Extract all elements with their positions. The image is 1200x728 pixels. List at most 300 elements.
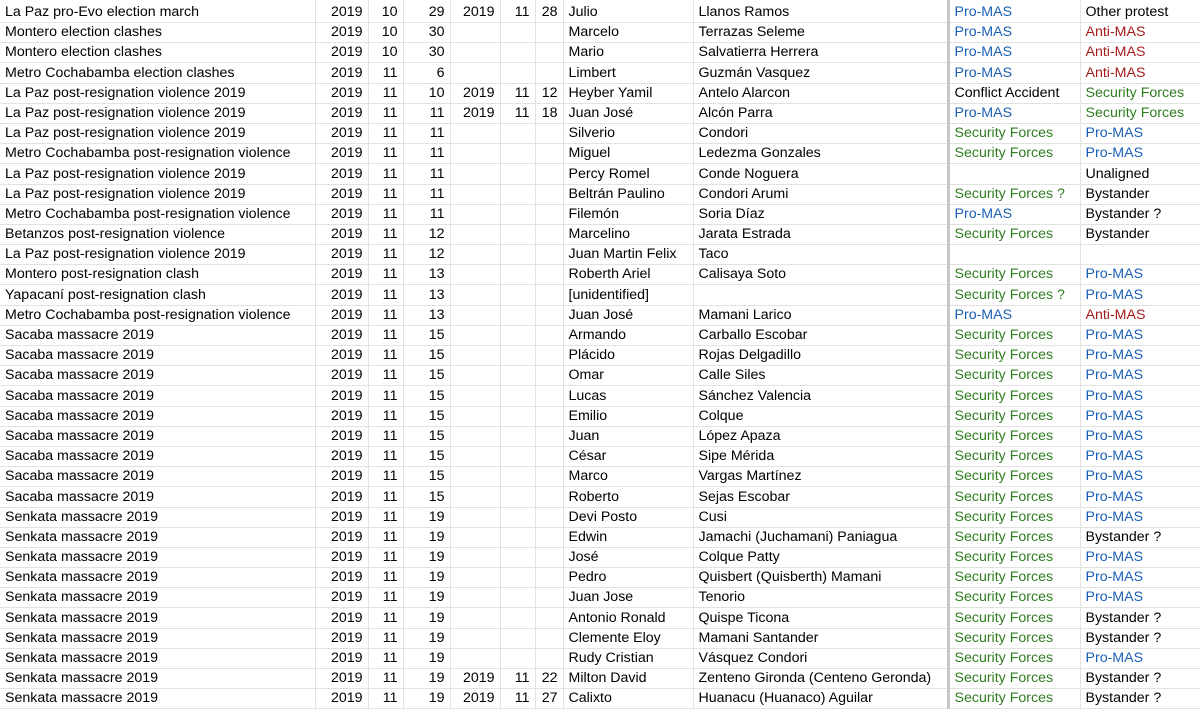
cell-death-month[interactable]: [500, 63, 535, 83]
cell-victim-affiliation[interactable]: Pro-MAS: [1080, 487, 1200, 507]
cell-last-name[interactable]: Quisbert (Quisberth) Mamani: [693, 568, 948, 588]
cell-start-year[interactable]: 2019: [315, 245, 368, 265]
cell-last-name[interactable]: Calisaya Soto: [693, 265, 948, 285]
cell-start-year[interactable]: 2019: [315, 487, 368, 507]
cell-death-month[interactable]: [500, 588, 535, 608]
cell-perpetrator-affiliation[interactable]: Security Forces: [948, 144, 1080, 164]
cell-death-year[interactable]: [450, 43, 500, 63]
cell-start-year[interactable]: 2019: [315, 547, 368, 567]
cell-last-name[interactable]: Sipe Mérida: [693, 446, 948, 466]
cell-start-month[interactable]: 11: [368, 224, 403, 244]
cell-start-year[interactable]: 2019: [315, 568, 368, 588]
cell-start-year[interactable]: 2019: [315, 325, 368, 345]
cell-event[interactable]: Sacaba massacre 2019: [0, 366, 315, 386]
cell-start-day[interactable]: 15: [403, 325, 450, 345]
cell-first-name[interactable]: Juan: [563, 426, 693, 446]
cell-start-day[interactable]: 12: [403, 245, 450, 265]
cell-first-name[interactable]: Juan Martin Felix: [563, 245, 693, 265]
cell-death-month[interactable]: [500, 144, 535, 164]
cell-start-year[interactable]: 2019: [315, 588, 368, 608]
cell-death-month[interactable]: [500, 184, 535, 204]
cell-start-day[interactable]: 30: [403, 23, 450, 43]
cell-death-year[interactable]: [450, 23, 500, 43]
cell-death-month[interactable]: 11: [500, 83, 535, 103]
cell-start-year[interactable]: 2019: [315, 628, 368, 648]
cell-event[interactable]: La Paz post-resignation violence 2019: [0, 103, 315, 123]
cell-death-day[interactable]: 18: [535, 103, 563, 123]
cell-start-year[interactable]: 2019: [315, 426, 368, 446]
cell-event[interactable]: Sacaba massacre 2019: [0, 325, 315, 345]
cell-first-name[interactable]: Mario: [563, 43, 693, 63]
cell-perpetrator-affiliation[interactable]: Security Forces: [948, 467, 1080, 487]
cell-last-name[interactable]: Salvatierra Herrera: [693, 43, 948, 63]
cell-perpetrator-affiliation[interactable]: Security Forces: [948, 507, 1080, 527]
cell-death-month[interactable]: [500, 547, 535, 567]
cell-event[interactable]: Senkata massacre 2019: [0, 689, 315, 709]
cell-start-month[interactable]: 11: [368, 164, 403, 184]
cell-death-year[interactable]: [450, 507, 500, 527]
cell-death-month[interactable]: [500, 386, 535, 406]
cell-start-day[interactable]: 12: [403, 224, 450, 244]
cell-event[interactable]: Sacaba massacre 2019: [0, 346, 315, 366]
cell-start-year[interactable]: 2019: [315, 23, 368, 43]
cell-victim-affiliation[interactable]: Bystander ?: [1080, 669, 1200, 689]
cell-victim-affiliation[interactable]: Pro-MAS: [1080, 648, 1200, 668]
cell-start-year[interactable]: 2019: [315, 184, 368, 204]
cell-victim-affiliation[interactable]: Pro-MAS: [1080, 507, 1200, 527]
cell-last-name[interactable]: Ledezma Gonzales: [693, 144, 948, 164]
cell-perpetrator-affiliation[interactable]: Security Forces: [948, 648, 1080, 668]
cell-last-name[interactable]: Conde Noguera: [693, 164, 948, 184]
cell-event[interactable]: Metro Cochabamba post-resignation violence: [0, 144, 315, 164]
cell-death-day[interactable]: [535, 164, 563, 184]
cell-first-name[interactable]: Percy Romel: [563, 164, 693, 184]
cell-victim-affiliation[interactable]: Anti-MAS: [1080, 63, 1200, 83]
cell-death-year[interactable]: [450, 144, 500, 164]
cell-victim-affiliation[interactable]: Pro-MAS: [1080, 467, 1200, 487]
cell-start-day[interactable]: 15: [403, 446, 450, 466]
cell-death-month[interactable]: [500, 507, 535, 527]
cell-first-name[interactable]: César: [563, 446, 693, 466]
cell-victim-affiliation[interactable]: Pro-MAS: [1080, 446, 1200, 466]
cell-death-month[interactable]: [500, 648, 535, 668]
cell-start-day[interactable]: 19: [403, 628, 450, 648]
cell-last-name[interactable]: Antelo Alarcon: [693, 83, 948, 103]
cell-start-month[interactable]: 11: [368, 204, 403, 224]
cell-death-month[interactable]: [500, 123, 535, 143]
cell-perpetrator-affiliation[interactable]: Security Forces: [948, 588, 1080, 608]
cell-event[interactable]: Senkata massacre 2019: [0, 507, 315, 527]
cell-start-day[interactable]: 19: [403, 588, 450, 608]
cell-perpetrator-affiliation[interactable]: Security Forces: [948, 346, 1080, 366]
cell-last-name[interactable]: Quispe Ticona: [693, 608, 948, 628]
cell-death-year[interactable]: [450, 285, 500, 305]
cell-death-month[interactable]: [500, 487, 535, 507]
cell-victim-affiliation[interactable]: Anti-MAS: [1080, 23, 1200, 43]
cell-victim-affiliation[interactable]: Pro-MAS: [1080, 123, 1200, 143]
cell-death-day[interactable]: [535, 23, 563, 43]
cell-death-day[interactable]: [535, 123, 563, 143]
cell-start-year[interactable]: 2019: [315, 144, 368, 164]
cell-death-day[interactable]: [535, 43, 563, 63]
cell-last-name[interactable]: Jarata Estrada: [693, 224, 948, 244]
cell-start-month[interactable]: 11: [368, 527, 403, 547]
cell-death-year[interactable]: [450, 164, 500, 184]
cell-start-year[interactable]: 2019: [315, 669, 368, 689]
cell-death-year[interactable]: 2019: [450, 0, 500, 23]
cell-first-name[interactable]: Julio: [563, 0, 693, 23]
cell-event[interactable]: Sacaba massacre 2019: [0, 426, 315, 446]
cell-start-month[interactable]: 11: [368, 123, 403, 143]
cell-death-year[interactable]: [450, 406, 500, 426]
cell-start-day[interactable]: 13: [403, 305, 450, 325]
cell-perpetrator-affiliation[interactable]: Security Forces: [948, 224, 1080, 244]
cell-start-month[interactable]: 11: [368, 386, 403, 406]
cell-victim-affiliation[interactable]: Pro-MAS: [1080, 588, 1200, 608]
cell-start-day[interactable]: 19: [403, 547, 450, 567]
cell-event[interactable]: Metro Cochabamba election clashes: [0, 63, 315, 83]
cell-event[interactable]: Sacaba massacre 2019: [0, 467, 315, 487]
cell-first-name[interactable]: Beltrán Paulino: [563, 184, 693, 204]
cell-first-name[interactable]: Edwin: [563, 527, 693, 547]
cell-event[interactable]: Senkata massacre 2019: [0, 648, 315, 668]
cell-death-day[interactable]: [535, 144, 563, 164]
cell-event[interactable]: Yapacaní post-resignation clash: [0, 285, 315, 305]
cell-victim-affiliation[interactable]: Other protest: [1080, 0, 1200, 23]
cell-event[interactable]: Sacaba massacre 2019: [0, 386, 315, 406]
cell-death-day[interactable]: [535, 265, 563, 285]
cell-death-year[interactable]: [450, 426, 500, 446]
cell-start-month[interactable]: 11: [368, 366, 403, 386]
cell-start-month[interactable]: 11: [368, 265, 403, 285]
cell-victim-affiliation[interactable]: Pro-MAS: [1080, 285, 1200, 305]
cell-last-name[interactable]: Cusi: [693, 507, 948, 527]
cell-start-month[interactable]: 11: [368, 83, 403, 103]
cell-first-name[interactable]: Roberth Ariel: [563, 265, 693, 285]
cell-victim-affiliation[interactable]: Pro-MAS: [1080, 426, 1200, 446]
cell-start-day[interactable]: 15: [403, 386, 450, 406]
cell-first-name[interactable]: Lucas: [563, 386, 693, 406]
cell-event[interactable]: La Paz post-resignation violence 2019: [0, 245, 315, 265]
cell-death-day[interactable]: [535, 588, 563, 608]
cell-perpetrator-affiliation[interactable]: Pro-MAS: [948, 204, 1080, 224]
cell-last-name[interactable]: [693, 285, 948, 305]
cell-victim-affiliation[interactable]: Bystander ?: [1080, 608, 1200, 628]
cell-death-month[interactable]: [500, 245, 535, 265]
cell-event[interactable]: Senkata massacre 2019: [0, 568, 315, 588]
cell-first-name[interactable]: Marcelino: [563, 224, 693, 244]
cell-event[interactable]: Betanzos post-resignation violence: [0, 224, 315, 244]
cell-death-month[interactable]: 11: [500, 689, 535, 709]
cell-event[interactable]: Senkata massacre 2019: [0, 669, 315, 689]
cell-death-day[interactable]: [535, 366, 563, 386]
cell-start-day[interactable]: 30: [403, 43, 450, 63]
cell-first-name[interactable]: Clemente Eloy: [563, 628, 693, 648]
cell-death-day[interactable]: 28: [535, 0, 563, 23]
cell-death-year[interactable]: [450, 608, 500, 628]
cell-start-month[interactable]: 11: [368, 346, 403, 366]
cell-victim-affiliation[interactable]: Bystander ?: [1080, 689, 1200, 709]
cell-death-day[interactable]: [535, 63, 563, 83]
cell-perpetrator-affiliation[interactable]: Pro-MAS: [948, 103, 1080, 123]
cell-victim-affiliation[interactable]: Bystander ?: [1080, 628, 1200, 648]
cell-event[interactable]: Senkata massacre 2019: [0, 527, 315, 547]
cell-event[interactable]: Senkata massacre 2019: [0, 608, 315, 628]
cell-last-name[interactable]: Jamachi (Juchamani) Paniagua: [693, 527, 948, 547]
cell-perpetrator-affiliation[interactable]: [948, 164, 1080, 184]
cell-victim-affiliation[interactable]: Pro-MAS: [1080, 265, 1200, 285]
cell-perpetrator-affiliation[interactable]: Security Forces: [948, 487, 1080, 507]
cell-start-day[interactable]: 11: [403, 204, 450, 224]
cell-death-month[interactable]: [500, 265, 535, 285]
cell-start-day[interactable]: 13: [403, 265, 450, 285]
cell-death-month[interactable]: [500, 568, 535, 588]
cell-death-year[interactable]: 2019: [450, 103, 500, 123]
cell-first-name[interactable]: Marcelo: [563, 23, 693, 43]
cell-start-day[interactable]: 19: [403, 527, 450, 547]
cell-perpetrator-affiliation[interactable]: Security Forces: [948, 669, 1080, 689]
cell-death-day[interactable]: [535, 527, 563, 547]
cell-last-name[interactable]: Colque Patty: [693, 547, 948, 567]
cell-death-year[interactable]: [450, 467, 500, 487]
cell-victim-affiliation[interactable]: Pro-MAS: [1080, 366, 1200, 386]
cell-death-month[interactable]: [500, 426, 535, 446]
cell-last-name[interactable]: Colque: [693, 406, 948, 426]
cell-first-name[interactable]: Plácido: [563, 346, 693, 366]
cell-first-name[interactable]: Juan Jose: [563, 588, 693, 608]
cell-death-month[interactable]: [500, 628, 535, 648]
cell-perpetrator-affiliation[interactable]: Pro-MAS: [948, 43, 1080, 63]
cell-death-year[interactable]: [450, 568, 500, 588]
cell-first-name[interactable]: Juan José: [563, 305, 693, 325]
cell-first-name[interactable]: Pedro: [563, 568, 693, 588]
cell-start-month[interactable]: 11: [368, 144, 403, 164]
cell-death-day[interactable]: [535, 204, 563, 224]
cell-event[interactable]: Montero post-resignation clash: [0, 265, 315, 285]
cell-start-day[interactable]: 15: [403, 467, 450, 487]
cell-start-day[interactable]: 11: [403, 164, 450, 184]
cell-start-year[interactable]: 2019: [315, 0, 368, 23]
cell-death-month[interactable]: 11: [500, 103, 535, 123]
cell-last-name[interactable]: Zenteno Gironda (Centeno Geronda): [693, 669, 948, 689]
cell-start-year[interactable]: 2019: [315, 285, 368, 305]
cell-victim-affiliation[interactable]: Pro-MAS: [1080, 406, 1200, 426]
cell-start-month[interactable]: 11: [368, 426, 403, 446]
cell-start-year[interactable]: 2019: [315, 446, 368, 466]
cell-start-year[interactable]: 2019: [315, 63, 368, 83]
cell-start-month[interactable]: 11: [368, 487, 403, 507]
cell-victim-affiliation[interactable]: Bystander: [1080, 224, 1200, 244]
cell-victim-affiliation[interactable]: Bystander ?: [1080, 527, 1200, 547]
cell-start-month[interactable]: 11: [368, 547, 403, 567]
cell-perpetrator-affiliation[interactable]: Security Forces: [948, 446, 1080, 466]
cell-death-day[interactable]: [535, 487, 563, 507]
cell-first-name[interactable]: Devi Posto: [563, 507, 693, 527]
cell-perpetrator-affiliation[interactable]: Security Forces: [948, 628, 1080, 648]
cell-start-month[interactable]: 11: [368, 507, 403, 527]
cell-death-year[interactable]: [450, 325, 500, 345]
cell-last-name[interactable]: Carballo Escobar: [693, 325, 948, 345]
cell-last-name[interactable]: Sejas Escobar: [693, 487, 948, 507]
cell-death-year[interactable]: 2019: [450, 689, 500, 709]
cell-start-year[interactable]: 2019: [315, 123, 368, 143]
cell-first-name[interactable]: [unidentified]: [563, 285, 693, 305]
cell-death-day[interactable]: [535, 346, 563, 366]
cell-start-month[interactable]: 11: [368, 325, 403, 345]
cell-start-day[interactable]: 15: [403, 487, 450, 507]
cell-start-month[interactable]: 10: [368, 43, 403, 63]
cell-last-name[interactable]: Alcón Parra: [693, 103, 948, 123]
cell-first-name[interactable]: Juan José: [563, 103, 693, 123]
cell-first-name[interactable]: Rudy Cristian: [563, 648, 693, 668]
cell-death-year[interactable]: [450, 648, 500, 668]
cell-start-month[interactable]: 11: [368, 608, 403, 628]
cell-perpetrator-affiliation[interactable]: Security Forces: [948, 608, 1080, 628]
cell-perpetrator-affiliation[interactable]: Pro-MAS: [948, 23, 1080, 43]
cell-death-month[interactable]: [500, 43, 535, 63]
cell-death-month[interactable]: [500, 325, 535, 345]
cell-death-year[interactable]: [450, 588, 500, 608]
cell-start-month[interactable]: 10: [368, 0, 403, 23]
cell-perpetrator-affiliation[interactable]: Security Forces ?: [948, 285, 1080, 305]
cell-victim-affiliation[interactable]: Pro-MAS: [1080, 325, 1200, 345]
cell-event[interactable]: Senkata massacre 2019: [0, 628, 315, 648]
cell-last-name[interactable]: Rojas Delgadillo: [693, 346, 948, 366]
cell-death-day[interactable]: 22: [535, 669, 563, 689]
cell-perpetrator-affiliation[interactable]: Security Forces: [948, 325, 1080, 345]
cell-victim-affiliation[interactable]: Pro-MAS: [1080, 547, 1200, 567]
cell-start-year[interactable]: 2019: [315, 527, 368, 547]
cell-last-name[interactable]: Huanacu (Huanaco) Aguilar: [693, 689, 948, 709]
cell-last-name[interactable]: Tenorio: [693, 588, 948, 608]
cell-last-name[interactable]: Sánchez Valencia: [693, 386, 948, 406]
cell-last-name[interactable]: Terrazas Seleme: [693, 23, 948, 43]
cell-perpetrator-affiliation[interactable]: Security Forces: [948, 366, 1080, 386]
cell-death-day[interactable]: [535, 245, 563, 265]
cell-start-year[interactable]: 2019: [315, 386, 368, 406]
cell-first-name[interactable]: Antonio Ronald: [563, 608, 693, 628]
cell-start-year[interactable]: 2019: [315, 608, 368, 628]
cell-death-year[interactable]: [450, 305, 500, 325]
cell-event[interactable]: Sacaba massacre 2019: [0, 487, 315, 507]
cell-start-year[interactable]: 2019: [315, 83, 368, 103]
cell-start-month[interactable]: 11: [368, 406, 403, 426]
cell-first-name[interactable]: Omar: [563, 366, 693, 386]
cell-last-name[interactable]: Llanos Ramos: [693, 0, 948, 23]
cell-death-year[interactable]: [450, 63, 500, 83]
cell-start-day[interactable]: 29: [403, 0, 450, 23]
cell-perpetrator-affiliation[interactable]: Security Forces: [948, 265, 1080, 285]
cell-perpetrator-affiliation[interactable]: Security Forces: [948, 547, 1080, 567]
cell-first-name[interactable]: Marco: [563, 467, 693, 487]
cell-first-name[interactable]: Calixto: [563, 689, 693, 709]
cell-death-month[interactable]: 11: [500, 669, 535, 689]
cell-perpetrator-affiliation[interactable]: [948, 245, 1080, 265]
cell-first-name[interactable]: Emilio: [563, 406, 693, 426]
cell-victim-affiliation[interactable]: Bystander: [1080, 184, 1200, 204]
cell-death-day[interactable]: [535, 406, 563, 426]
cell-perpetrator-affiliation[interactable]: Security Forces: [948, 123, 1080, 143]
cell-event[interactable]: Sacaba massacre 2019: [0, 446, 315, 466]
cell-first-name[interactable]: Limbert: [563, 63, 693, 83]
cell-victim-affiliation[interactable]: Pro-MAS: [1080, 144, 1200, 164]
cell-death-day[interactable]: [535, 568, 563, 588]
cell-last-name[interactable]: Calle Siles: [693, 366, 948, 386]
cell-last-name[interactable]: Condori Arumi: [693, 184, 948, 204]
cell-start-day[interactable]: 19: [403, 648, 450, 668]
cell-start-day[interactable]: 10: [403, 83, 450, 103]
cell-first-name[interactable]: Filemón: [563, 204, 693, 224]
cell-last-name[interactable]: López Apaza: [693, 426, 948, 446]
cell-death-year[interactable]: 2019: [450, 83, 500, 103]
cell-death-year[interactable]: [450, 245, 500, 265]
cell-death-year[interactable]: [450, 184, 500, 204]
cell-start-day[interactable]: 19: [403, 608, 450, 628]
cell-start-year[interactable]: 2019: [315, 265, 368, 285]
cell-last-name[interactable]: Vargas Martínez: [693, 467, 948, 487]
cell-first-name[interactable]: Miguel: [563, 144, 693, 164]
cell-death-year[interactable]: [450, 446, 500, 466]
cell-start-day[interactable]: 13: [403, 285, 450, 305]
cell-death-month[interactable]: [500, 346, 535, 366]
cell-death-year[interactable]: [450, 123, 500, 143]
cell-death-day[interactable]: [535, 507, 563, 527]
cell-death-month[interactable]: [500, 527, 535, 547]
cell-start-day[interactable]: 15: [403, 426, 450, 446]
cell-perpetrator-affiliation[interactable]: Security Forces: [948, 689, 1080, 709]
cell-perpetrator-affiliation[interactable]: Conflict Accident: [948, 83, 1080, 103]
cell-start-day[interactable]: 19: [403, 669, 450, 689]
cell-death-day[interactable]: [535, 386, 563, 406]
cell-victim-affiliation[interactable]: Pro-MAS: [1080, 386, 1200, 406]
cell-death-day[interactable]: [535, 446, 563, 466]
cell-start-year[interactable]: 2019: [315, 346, 368, 366]
cell-first-name[interactable]: Silverio: [563, 123, 693, 143]
cell-event[interactable]: Metro Cochabamba post-resignation violence: [0, 204, 315, 224]
cell-perpetrator-affiliation[interactable]: Security Forces: [948, 386, 1080, 406]
cell-start-day[interactable]: 19: [403, 568, 450, 588]
cell-start-day[interactable]: 19: [403, 689, 450, 709]
cell-death-month[interactable]: [500, 285, 535, 305]
cell-death-day[interactable]: [535, 628, 563, 648]
cell-death-day[interactable]: [535, 224, 563, 244]
cell-start-year[interactable]: 2019: [315, 43, 368, 63]
cell-start-month[interactable]: 11: [368, 689, 403, 709]
cell-last-name[interactable]: Mamani Santander: [693, 628, 948, 648]
cell-last-name[interactable]: Soria Díaz: [693, 204, 948, 224]
cell-start-year[interactable]: 2019: [315, 103, 368, 123]
cell-start-year[interactable]: 2019: [315, 204, 368, 224]
cell-death-month[interactable]: 11: [500, 0, 535, 23]
cell-start-year[interactable]: 2019: [315, 366, 368, 386]
cell-death-month[interactable]: [500, 446, 535, 466]
cell-event[interactable]: Sacaba massacre 2019: [0, 406, 315, 426]
cell-death-day[interactable]: 12: [535, 83, 563, 103]
cell-start-month[interactable]: 11: [368, 285, 403, 305]
cell-victim-affiliation[interactable]: Bystander ?: [1080, 204, 1200, 224]
cell-death-day[interactable]: [535, 608, 563, 628]
cell-death-year[interactable]: [450, 386, 500, 406]
cell-victim-affiliation[interactable]: Anti-MAS: [1080, 43, 1200, 63]
cell-perpetrator-affiliation[interactable]: Pro-MAS: [948, 63, 1080, 83]
cell-death-day[interactable]: [535, 325, 563, 345]
cell-perpetrator-affiliation[interactable]: Security Forces: [948, 568, 1080, 588]
cell-start-month[interactable]: 11: [368, 103, 403, 123]
cell-death-day[interactable]: [535, 305, 563, 325]
cell-event[interactable]: Montero election clashes: [0, 23, 315, 43]
cell-death-month[interactable]: [500, 23, 535, 43]
cell-event[interactable]: La Paz post-resignation violence 2019: [0, 123, 315, 143]
